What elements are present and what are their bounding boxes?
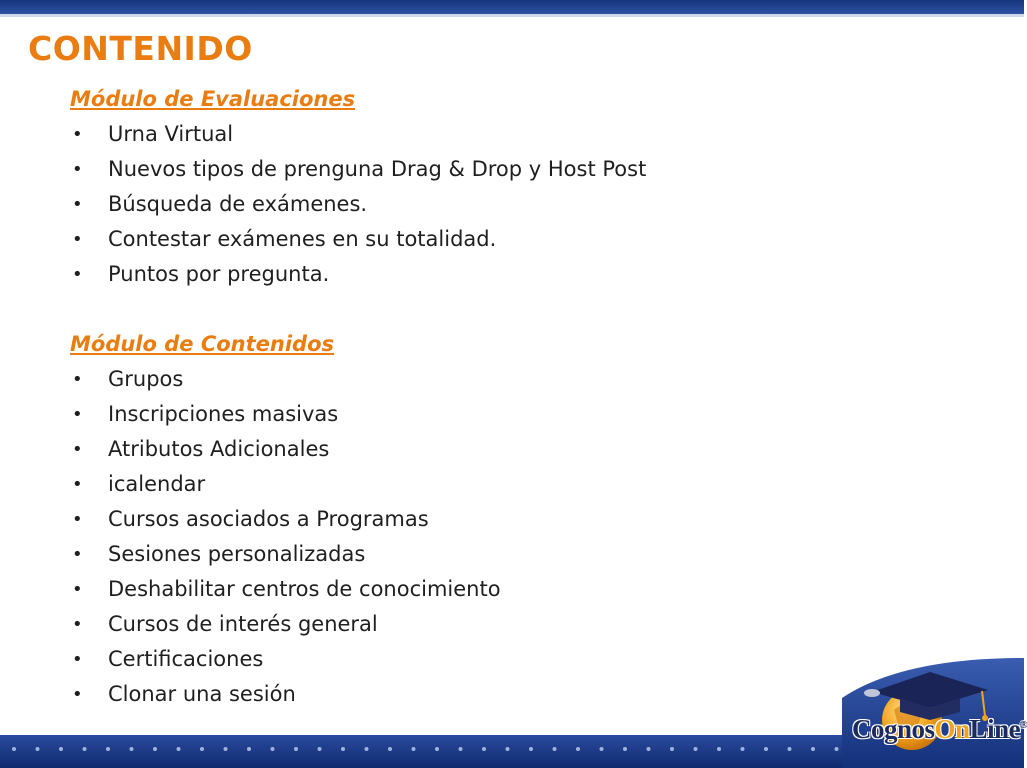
footer-dot: [59, 747, 63, 751]
footer-dot: [811, 747, 815, 751]
logo-text-cognos: Cognos: [852, 714, 935, 744]
list-item: [70, 642, 830, 677]
list-item-text: Cursos de interés general: [108, 612, 378, 636]
list-item-text: Grupos: [108, 367, 184, 391]
list-item-text: Urna Virtual: [108, 122, 234, 146]
footer-dot: [647, 747, 651, 751]
footer-dot: [153, 747, 157, 751]
section-contenidos: [70, 327, 830, 712]
list-item: [70, 222, 830, 257]
footer-dot: [764, 747, 768, 751]
footer-dot: [835, 747, 839, 751]
logo-wordmark: [852, 714, 1027, 745]
list-item: [70, 187, 830, 222]
list-item: [70, 502, 830, 537]
top-header-line: [0, 14, 1024, 17]
footer-dot: [200, 747, 204, 751]
slide-title: CONTENIDO: [28, 29, 253, 68]
list-item: [70, 152, 830, 187]
footer-dot: [435, 747, 439, 751]
list-item-text: Nuevos tipos de prenguna Drag & Drop y Host Post: [108, 157, 647, 181]
bullet: •: [72, 579, 83, 600]
footer-dot: [717, 747, 721, 751]
footer-dot: [106, 747, 110, 751]
footer-dot: [388, 747, 392, 751]
list-item-text: Puntos por pregunta.: [108, 262, 330, 286]
footer-dot: [529, 747, 533, 751]
footer-dot: [130, 747, 134, 751]
list-item: [70, 537, 830, 572]
footer-dot: [670, 747, 674, 751]
list-item: [70, 117, 830, 152]
section-heading-evaluaciones: Módulo de Evaluaciones: [70, 87, 356, 111]
footer-dot: [694, 747, 698, 751]
footer-dot: [600, 747, 604, 751]
list-item-text: Certificaciones: [108, 647, 264, 671]
section-evaluaciones: [70, 82, 830, 292]
bullet: •: [72, 264, 83, 285]
footer-dot: [12, 747, 16, 751]
logo-trademark: ®: [1020, 720, 1027, 731]
footer-dot: [788, 747, 792, 751]
footer-dot: [294, 747, 298, 751]
list-item: [70, 572, 830, 607]
list-item-text: Cursos asociados a Programas: [108, 507, 429, 531]
content-area: [70, 82, 830, 712]
footer-dot: [459, 747, 463, 751]
list-item-text: Sesiones personalizadas: [108, 542, 366, 566]
bullet: •: [72, 194, 83, 215]
list-item: [70, 397, 830, 432]
bullet: •: [72, 649, 83, 670]
bullet: •: [72, 544, 83, 565]
list-item-text: Deshabilitar centros de conocimiento: [108, 577, 501, 601]
section-spacer: [70, 292, 830, 327]
footer-dot: [177, 747, 181, 751]
bullet: •: [72, 159, 83, 180]
list-item: [70, 432, 830, 467]
evaluaciones-list: [70, 117, 830, 292]
list-item: [70, 607, 830, 642]
footer-dot: [318, 747, 322, 751]
cognos-online-logo: [842, 658, 1027, 768]
bullet: •: [72, 474, 83, 495]
list-item-text: Inscripciones masivas: [108, 402, 339, 426]
bullet: •: [72, 684, 83, 705]
footer-dot: [506, 747, 510, 751]
list-item: [70, 362, 830, 397]
bullet: •: [72, 229, 83, 250]
footer-dot: [341, 747, 345, 751]
section-heading-contenidos: Módulo de Contenidos: [70, 332, 335, 356]
list-item-text: icalendar: [108, 472, 206, 496]
list-item: [70, 467, 830, 502]
list-item-text: Clonar una sesión: [108, 682, 296, 706]
bullet: •: [72, 614, 83, 635]
footer-dot: [482, 747, 486, 751]
footer-dot: [247, 747, 251, 751]
footer-dot: [271, 747, 275, 751]
footer-dot: [224, 747, 228, 751]
logo-text-on: On: [934, 714, 970, 744]
list-item: [70, 677, 830, 712]
list-item-text: Contestar exámenes en su totalidad.: [108, 227, 497, 251]
bullet: •: [72, 369, 83, 390]
contenidos-list: [70, 362, 830, 712]
footer-dot: [553, 747, 557, 751]
footer-dot: [365, 747, 369, 751]
bullet: •: [72, 124, 83, 145]
list-item-text: Atributos Adicionales: [108, 437, 330, 461]
bullet: •: [72, 509, 83, 530]
footer-dot: [83, 747, 87, 751]
list-item: [70, 257, 830, 292]
footer-dot: [36, 747, 40, 751]
logo-text-line: Line: [969, 714, 1021, 744]
footer-dot: [741, 747, 745, 751]
footer-dot: [412, 747, 416, 751]
bullet: •: [72, 404, 83, 425]
footer-dot: [623, 747, 627, 751]
graduation-cap-globe-icon: [842, 658, 1024, 768]
top-header-bar: [0, 0, 1024, 14]
list-item-text: Búsqueda de exámenes.: [108, 192, 368, 216]
footer-dot: [576, 747, 580, 751]
bullet: •: [72, 439, 83, 460]
